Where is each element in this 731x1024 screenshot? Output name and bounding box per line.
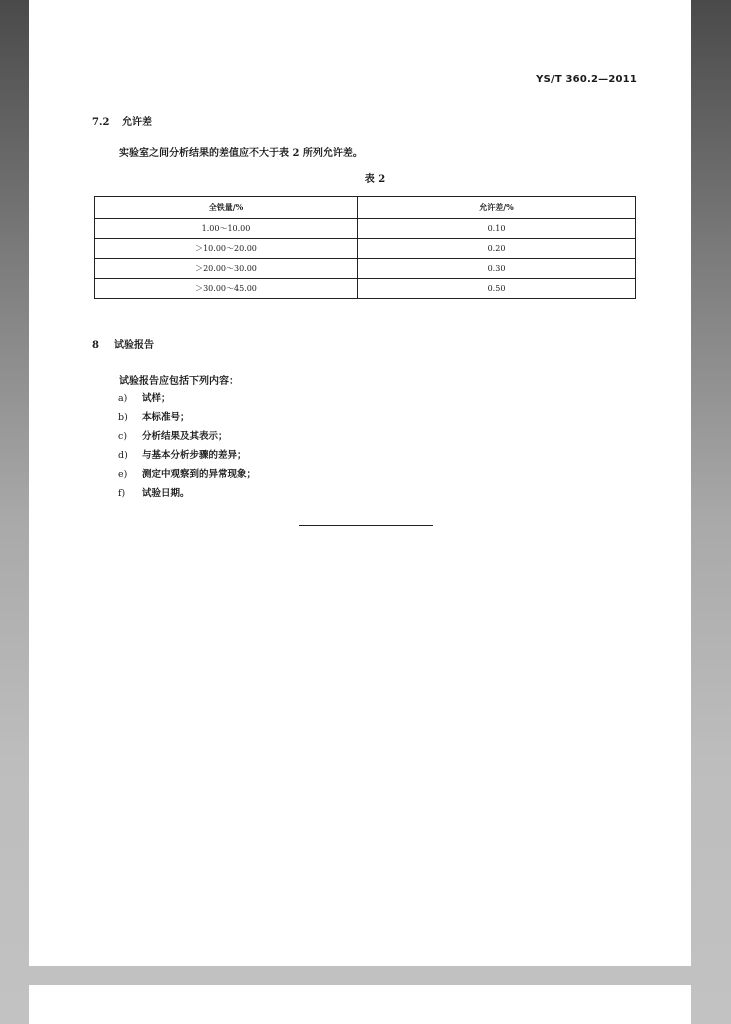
list-item	[118, 448, 256, 467]
section-8-intro: 试验报告应包括下列内容：	[119, 376, 239, 387]
table-cell-range: ＞10.00～20.00	[95, 239, 358, 259]
table-cell-range: ＞30.00～45.00	[95, 279, 358, 299]
document-page	[29, 0, 691, 966]
report-contents-list	[118, 391, 256, 505]
table-row	[95, 219, 636, 239]
list-item-text: 与基本分析步骤的差异；	[142, 450, 247, 461]
section-number: 8	[92, 340, 99, 351]
table-header-cell: 允许差/%	[358, 197, 636, 219]
section-8-heading	[92, 336, 154, 351]
list-item	[118, 429, 256, 448]
end-of-document-rule	[299, 525, 433, 526]
standard-code-header: YS/T 360.2—2011	[536, 74, 637, 85]
list-item-label: d)	[118, 450, 128, 461]
list-item	[118, 410, 256, 429]
table-cell-tolerance: 0.30	[358, 259, 636, 279]
table-header-cell: 全铁量/%	[95, 197, 358, 219]
list-item-text: 测定中观察到的异常现象；	[142, 469, 257, 480]
table-cell-tolerance: 0.20	[358, 239, 636, 259]
list-item-text: 试验日期。	[142, 488, 190, 499]
list-item	[118, 467, 256, 486]
section-7-2-text: 实验室之间分析结果的差值应不大于表 2 所列允许差。	[119, 148, 363, 159]
section-7-2-heading	[92, 113, 152, 128]
table-row	[95, 279, 636, 299]
tolerance-table	[94, 196, 636, 299]
section-title: 试验报告	[114, 340, 154, 351]
table-cell-tolerance: 0.10	[358, 219, 636, 239]
list-item-label: f)	[118, 488, 126, 499]
table-caption: 表 2	[364, 174, 386, 185]
table-cell-tolerance: 0.50	[358, 279, 636, 299]
table-row	[95, 239, 636, 259]
table-cell-range: ＞20.00～30.00	[95, 259, 358, 279]
table-cell-range: 1.00～10.00	[95, 219, 358, 239]
list-item	[118, 391, 256, 410]
section-title: 允许差	[122, 117, 152, 128]
table-row	[95, 259, 636, 279]
list-item-text: 试样；	[142, 393, 171, 404]
list-item-text: 分析结果及其表示；	[142, 431, 228, 442]
section-number: 7.2	[92, 117, 110, 128]
list-item-label: a)	[118, 393, 128, 404]
list-item-label: e)	[118, 469, 128, 480]
list-item-label: c)	[118, 431, 128, 442]
list-item-label: b)	[118, 412, 128, 423]
list-item	[118, 486, 256, 505]
next-page	[29, 985, 691, 1024]
table-header-row	[95, 197, 636, 219]
list-item-text: 本标准号；	[142, 412, 190, 423]
